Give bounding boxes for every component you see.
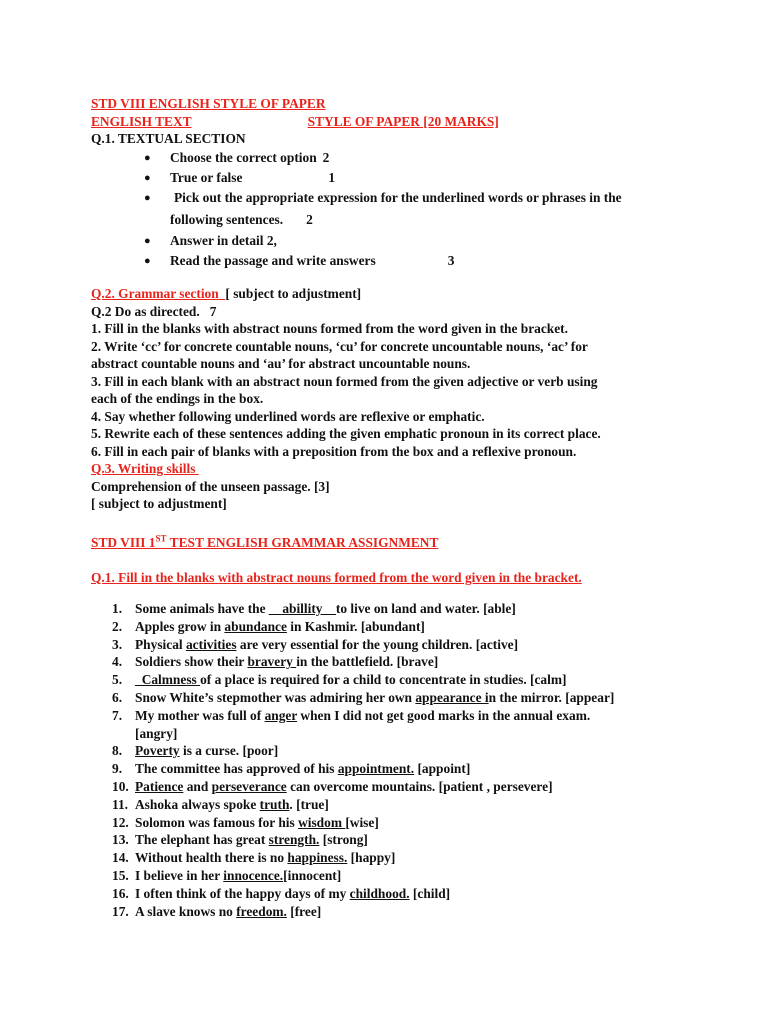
mark: 2 (306, 211, 313, 227)
answer-word: abundance (224, 618, 287, 634)
subtitle-right: STYLE OF PAPER [20 MARKS] (307, 113, 499, 129)
grammar-line: 2. Write ‘cc’ for concrete countable nouns, ‘cu’ for concrete uncountable nouns, ‘ac’ for (91, 338, 588, 354)
answer-word: activities (185, 636, 237, 652)
paper-header (91, 95, 691, 148)
list-item: 17. A slave knows no freedom. [free] (112, 903, 322, 919)
q3-line: [ subject to adjustment] (91, 496, 227, 511)
grammar-line: abstract countable nouns and ‘au’ for abstract uncountable nouns. (91, 356, 471, 371)
mark: 1 (328, 170, 336, 186)
bullet-item: ● Choose the correct option 2 (91, 148, 691, 168)
answer-word: wisdom (298, 814, 346, 830)
list-item: 6. Snow White’s stepmother was admiring her own appearance in the mirror. [appear] (112, 689, 615, 705)
grammar-line: 4. Say whether following underlined words are reflexive or emphatic. (91, 408, 485, 424)
answer-word: strength. (268, 832, 320, 848)
bullet-item: ● Answer in detail 2, (91, 231, 691, 251)
paper-subtitle (91, 113, 691, 131)
answer-word: __abillity__ (268, 601, 336, 616)
q1-heading: Q.1. TEXTUAL SECTION (91, 131, 246, 146)
mark: 2 (322, 150, 330, 165)
list-item: 1. Some animals have the __abillity__to live on land and water. [able] (112, 601, 516, 616)
answer-word: happiness. (287, 850, 348, 866)
grammar-line: 3. Fill in each blank with an abstract noun formed from the given adjective or verb using (91, 373, 598, 389)
list-item: 11. Ashoka always spoke truth. [true] (112, 796, 329, 812)
grammar-line: 5. Rewrite each of these sentences adding the given emphatic pronoun in its correct place. (91, 426, 601, 441)
q2-directed: Q.2 Do as directed. (91, 303, 200, 319)
bullet-icon: ● (144, 234, 151, 247)
subtitle-left: ENGLISH TEXT (91, 113, 192, 129)
answer-word: appointment. (337, 761, 415, 777)
list-item: 16. I often think of the happy days of my childhood. [child] (112, 885, 451, 901)
q2-heading: Q.2. Grammar section (91, 286, 219, 301)
bullet-icon: ● (144, 152, 151, 164)
list-item: 3. Physical activities are very essential for the young children. [active] (112, 636, 519, 652)
answer-word: bravery (247, 654, 297, 670)
answer-word: anger (264, 707, 298, 723)
assignment-question: Q.1. Fill in the blanks with abstract nouns formed from the word given in the bracket. (91, 570, 582, 585)
list-item: 10. Patience and perseverance can overcome mountains. [patient , persevere] (112, 778, 553, 794)
bullet-item: ● Pick out the appropriate expression for the underlined words or phrases in the following sentences. 2 (144, 190, 622, 227)
list-item: 15. I believe in her innocence.[innocent] (112, 867, 342, 883)
answer-word: Poverty (135, 743, 180, 759)
bullet-icon: ● (144, 254, 151, 267)
answer-word: freedom. (236, 903, 287, 919)
paper-title: STD VIII ENGLISH STYLE OF PAPER (91, 96, 326, 111)
answer-word: childhood. (349, 885, 410, 901)
list-item: 9. The committee has approved of his appointment. [appoint] (112, 761, 471, 777)
answer-word: Patience (135, 778, 184, 794)
list-item: 13. The elephant has great strength. [strong] (112, 832, 368, 848)
q2-note: [ subject to adjustment] (225, 286, 362, 301)
q3-heading: Q.3. Writing skills (91, 461, 196, 476)
bullet-item: ● Read the passage and write answers 3 (91, 251, 691, 271)
answer-word: truth (259, 796, 290, 812)
list-item: 14. Without health there is no happiness. [happy] (112, 850, 396, 866)
q3-line: Comprehension of the unseen passage. [3] (91, 478, 330, 494)
q1-bullet-list (91, 148, 691, 271)
assignment-header (91, 534, 691, 552)
answer-word: appearance i (415, 689, 489, 705)
list-item: 4. Soldiers show their bravery in the battlefield. [brave] (112, 654, 439, 670)
list-item: 7. My mother was full of anger when I did not get good marks in the annual exam. [angry] (112, 707, 591, 741)
list-item: 12. Solomon was famous for his wisdom [wise] (112, 814, 379, 830)
bullet-icon: ● (144, 192, 151, 205)
mark: 3 (447, 252, 455, 268)
bullet-item: ● True or false 1 (91, 168, 691, 188)
grammar-line: each of the endings in the box. (91, 391, 264, 406)
list-item: 2. Apples grow in abundance in Kashmir. [abundant] (112, 618, 425, 634)
bullet-icon: ● (144, 172, 151, 185)
grammar-line: 6. Fill in each pair of blanks with a preposition from the box and a reflexive pronoun. (91, 443, 577, 459)
list-item: 8. Poverty is a curse. [poor] (112, 743, 279, 759)
q2-directed-mark: 7 (209, 303, 217, 319)
q2-section (91, 285, 691, 513)
list-item: 5. _Calmness of a place is required for a child to concentrate in studies. [calm] (112, 672, 567, 688)
assignment-title: STD VIII 1ST TEST ENGLISH GRAMMAR ASSIGNMENT (91, 533, 439, 550)
answer-word: _Calmness (135, 672, 201, 688)
grammar-line: 1. Fill in the blanks with abstract nouns formed from the word given in the bracket. (91, 321, 568, 336)
answer-list (91, 600, 691, 920)
answer-word: perseverance (211, 778, 287, 794)
answer-word: innocence. (223, 867, 284, 883)
